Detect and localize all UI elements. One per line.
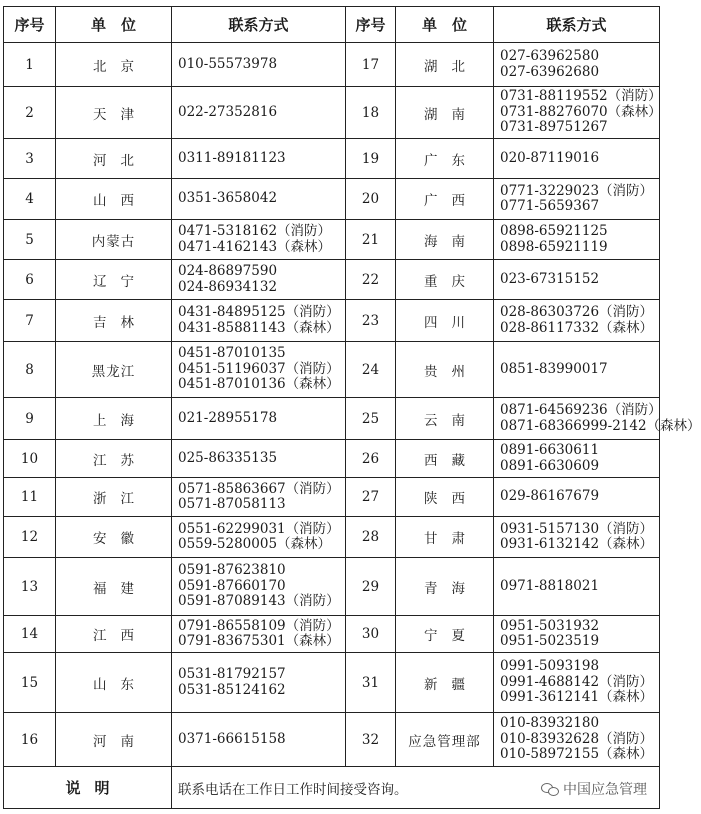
unit-cell: 云南 (396, 398, 494, 440)
unit-cell: 山西 (56, 179, 172, 220)
phone-number: 010-58972155（森林） (500, 746, 654, 763)
unit-cell: 北京 (56, 43, 172, 87)
seq-cell: 21 (346, 220, 396, 260)
contact-cell (172, 87, 346, 139)
phone-number: 0871-68366999-2142（森林） (500, 417, 701, 434)
phone-number: 029-86167679 (500, 488, 600, 505)
seq-cell: 1 (4, 43, 56, 87)
phone-number: 0351-3658042 (178, 190, 278, 207)
phone-number: 0851-83990017 (500, 360, 608, 377)
phone-number: 0311-89181123 (178, 149, 286, 166)
unit-cell: 贵州 (396, 342, 494, 398)
contact-cell (172, 517, 346, 558)
table-row (4, 478, 660, 517)
phone-number: 0898-65921125 (500, 223, 608, 239)
unit-cell: 河南 (56, 713, 172, 767)
contact-cell (172, 43, 346, 87)
contact-table (3, 6, 701, 809)
contact-cell (494, 558, 660, 616)
seq-cell: 24 (346, 342, 396, 398)
contact-cell (494, 478, 660, 517)
phone-number: 0731-88119552（消防） (500, 88, 662, 105)
unit-cell: 黑龙江 (56, 342, 172, 398)
contact-cell (172, 260, 346, 300)
seq-cell: 9 (4, 398, 56, 440)
phone-number: 0571-87058113 (178, 496, 286, 512)
phone-number: 0931-5157130（消防） (500, 520, 654, 537)
phone-number: 0991-4688142（消防） (500, 673, 654, 690)
unit-cell: 福建 (56, 558, 172, 616)
table-row (4, 342, 660, 398)
unit-cell: 广西 (396, 179, 494, 220)
phone-number: 0991-5093198 (500, 658, 600, 675)
unit-cell: 广东 (396, 139, 494, 179)
unit-cell: 江西 (56, 616, 172, 653)
unit-cell: 辽宁 (56, 260, 172, 300)
seq-cell: 15 (4, 653, 56, 713)
unit-cell: 上海 (56, 398, 172, 440)
phone-number: 027-63962580 (500, 48, 600, 64)
table-row (4, 43, 660, 87)
phone-number: 0591-87623810 (178, 562, 286, 579)
seq-cell: 32 (346, 713, 396, 767)
unit-cell: 湖南 (396, 87, 494, 139)
phone-number: 0971-8818021 (500, 577, 600, 594)
seq-cell: 8 (4, 342, 56, 398)
contact-cell (172, 300, 346, 342)
phone-number: 0951-5023519 (500, 633, 600, 649)
note-row (4, 767, 660, 809)
contact-cell (172, 342, 346, 398)
header-row (4, 7, 660, 43)
phone-number: 027-63962680 (500, 63, 600, 80)
table-row (4, 517, 660, 558)
contact-cell (172, 440, 346, 478)
phone-number: 0451-87010135 (178, 345, 286, 362)
contact-cell (172, 616, 346, 653)
table-row (4, 713, 660, 767)
header-contact: 联系方式 (172, 7, 346, 43)
unit-cell: 应急管理部 (396, 713, 494, 767)
unit-cell: 陕西 (396, 478, 494, 517)
wechat-icon (541, 782, 559, 796)
header-contact-2: 联系方式 (494, 7, 660, 43)
seq-cell: 7 (4, 300, 56, 342)
contact-cell (172, 713, 346, 767)
unit-cell: 新疆 (396, 653, 494, 713)
table-row (4, 87, 660, 139)
seq-cell: 10 (4, 440, 56, 478)
phone-number: 0451-51196037（消防） (178, 360, 340, 377)
phone-number: 028-86117332（森林） (500, 319, 654, 336)
phone-number: 0371-66615158 (178, 730, 286, 747)
phone-number: 0431-85881143（森林） (178, 319, 340, 336)
phone-number: 023-67315152 (500, 270, 600, 287)
phone-number: 0591-87660170 (178, 577, 286, 594)
phone-number: 0891-6630611 (500, 442, 600, 458)
seq-cell: 30 (346, 616, 396, 653)
unit-cell: 海南 (396, 220, 494, 260)
seq-cell: 23 (346, 300, 396, 342)
phone-number: 0531-81792157 (178, 666, 286, 682)
seq-cell: 17 (346, 43, 396, 87)
contact-cell (494, 653, 660, 713)
phone-number: 0471-5318162（消防） (178, 223, 332, 239)
phone-number: 0791-83675301（森林） (178, 633, 340, 649)
contact-cell (172, 558, 346, 616)
unit-cell: 内蒙古 (56, 220, 172, 260)
seq-cell: 14 (4, 616, 56, 653)
seq-cell: 4 (4, 179, 56, 220)
seq-cell: 18 (346, 87, 396, 139)
contact-cell (494, 220, 660, 260)
phone-number: 028-86303726（消防） (500, 304, 654, 320)
table-row (4, 260, 660, 300)
phone-number: 0891-6630609 (500, 457, 600, 474)
phone-number: 0571-85863667（消防） (178, 480, 340, 497)
phone-number: 0731-88276070（森林） (500, 103, 662, 120)
phone-number: 0431-84895125（消防） (178, 304, 340, 320)
contact-cell (172, 179, 346, 220)
seq-cell: 2 (4, 87, 56, 139)
seq-cell: 31 (346, 653, 396, 713)
phone-number: 0471-4162143（森林） (178, 238, 332, 255)
phone-number: 0531-85124162 (178, 681, 286, 698)
seq-cell: 29 (346, 558, 396, 616)
phone-number: 010-55573978 (178, 55, 278, 72)
contact-cell (172, 139, 346, 179)
seq-cell: 25 (346, 398, 396, 440)
phone-number: 0791-86558109（消防） (178, 617, 340, 634)
header-seq: 序号 (4, 7, 56, 43)
unit-cell: 江苏 (56, 440, 172, 478)
table-row (4, 616, 660, 653)
table-row (4, 653, 660, 713)
unit-cell: 吉林 (56, 300, 172, 342)
unit-cell: 浙江 (56, 478, 172, 517)
contact-cell (494, 87, 660, 139)
contact-cell (494, 342, 660, 398)
phone-number: 0591-87089143（消防） (178, 593, 340, 610)
phone-number: 0451-87010136（森林） (178, 376, 340, 393)
phone-number: 0551-62299031（消防） (178, 520, 340, 537)
seq-cell: 3 (4, 139, 56, 179)
phone-number: 0871-64569236（消防） (500, 402, 662, 418)
seq-cell: 22 (346, 260, 396, 300)
seq-cell: 12 (4, 517, 56, 558)
unit-cell: 湖北 (396, 43, 494, 87)
unit-cell: 天津 (56, 87, 172, 139)
seq-cell: 11 (4, 478, 56, 517)
seq-cell: 20 (346, 179, 396, 220)
seq-cell: 27 (346, 478, 396, 517)
table-row (4, 398, 660, 440)
phone-number: 0931-6132142（森林） (500, 536, 654, 552)
seq-cell: 19 (346, 139, 396, 179)
table-row (4, 300, 660, 342)
contact-cell (494, 713, 660, 767)
unit-cell: 甘肃 (396, 517, 494, 558)
phone-number: 010-83932180 (500, 715, 600, 732)
watermark-text: 中国应急管理 (563, 782, 647, 798)
header-unit-2: 单 位 (396, 7, 494, 43)
header-seq-2: 序号 (346, 7, 396, 43)
table-row (4, 440, 660, 478)
unit-cell: 青海 (396, 558, 494, 616)
phone-number: 020-87119016 (500, 149, 600, 166)
header-unit: 单 位 (56, 7, 172, 43)
contact-cell (494, 517, 660, 558)
phone-number: 010-83932628（消防） (500, 730, 654, 747)
contact-cell (494, 139, 660, 179)
seq-cell: 6 (4, 260, 56, 300)
contact-cell (494, 398, 701, 440)
phone-number: 025-86335135 (178, 449, 278, 466)
seq-cell: 28 (346, 517, 396, 558)
seq-cell: 13 (4, 558, 56, 616)
seq-cell: 16 (4, 713, 56, 767)
note-cell (172, 767, 660, 809)
seq-cell: 26 (346, 440, 396, 478)
contact-cell (172, 398, 346, 440)
contact-cell (494, 260, 660, 300)
unit-cell: 山东 (56, 653, 172, 713)
unit-cell: 安徽 (56, 517, 172, 558)
unit-cell: 重庆 (396, 260, 494, 300)
seq-cell: 5 (4, 220, 56, 260)
contact-cell (172, 653, 346, 713)
table-row (4, 220, 660, 260)
table-row (4, 179, 660, 220)
contact-cell (494, 179, 660, 220)
table-row (4, 139, 660, 179)
unit-cell: 四川 (396, 300, 494, 342)
table-row (4, 558, 660, 616)
note-text: 联系电话在工作日工作时间接受咨询。 (178, 781, 408, 798)
phone-number: 0898-65921119 (500, 238, 608, 255)
contact-cell (172, 478, 346, 517)
unit-cell: 宁夏 (396, 616, 494, 653)
phone-number: 022-27352816 (178, 103, 278, 120)
contact-cell (172, 220, 346, 260)
contact-cell (494, 616, 660, 653)
phone-number: 0731-89751267 (500, 119, 608, 136)
phone-number: 0951-5031932 (500, 617, 600, 634)
contact-cell (494, 43, 660, 87)
unit-cell: 河北 (56, 139, 172, 179)
note-label: 说明 (4, 767, 172, 809)
contact-cell (494, 440, 660, 478)
phone-number: 0771-5659367 (500, 198, 600, 214)
phone-number: 0559-5280005（森林） (178, 536, 332, 552)
unit-cell: 西藏 (396, 440, 494, 478)
watermark (541, 779, 647, 799)
phone-number: 021-28955178 (178, 409, 278, 426)
phone-number: 0771-3229023（消防） (500, 182, 654, 199)
phone-number: 024-86934132 (178, 278, 278, 295)
contact-cell (494, 300, 660, 342)
phone-number: 024-86897590 (178, 263, 278, 279)
phone-number: 0991-3612141（森林） (500, 689, 654, 706)
